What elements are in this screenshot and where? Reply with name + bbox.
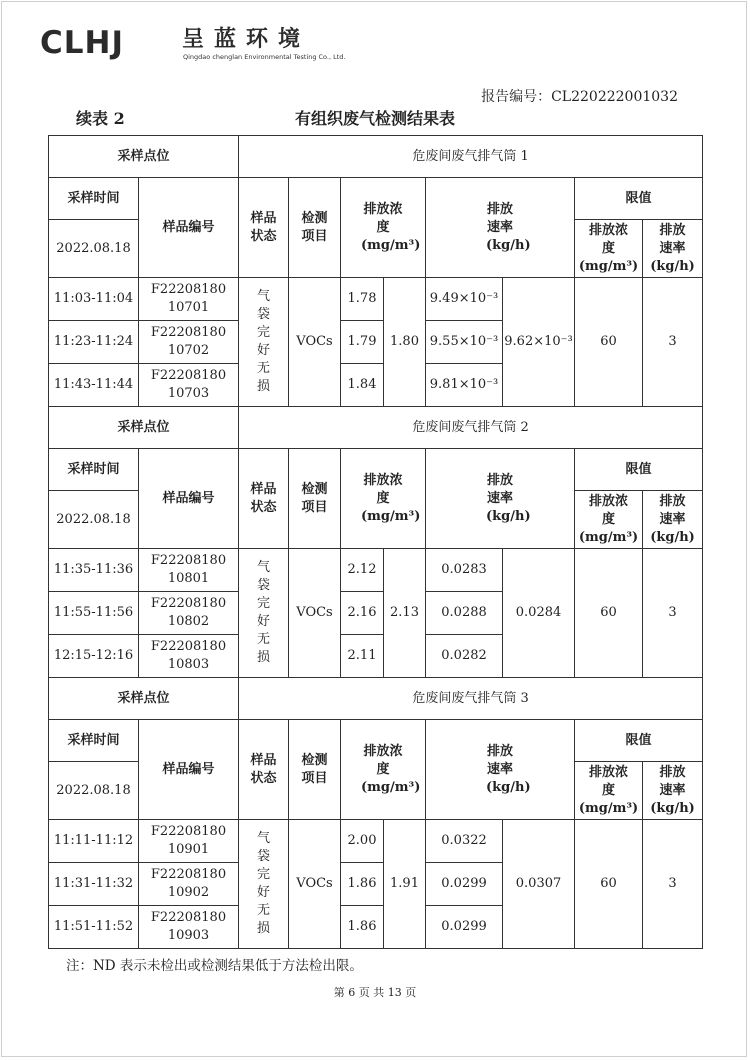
limit-conc-header (575, 762, 643, 820)
results-table (48, 135, 703, 949)
conc-header (341, 178, 426, 278)
limit-rate-header-line-2: (kg/h) (650, 800, 695, 816)
limit-rate-cell: 3 (643, 278, 703, 407)
header-row (49, 178, 703, 220)
conc-cell: 2.16 (341, 592, 384, 635)
results-table-body (49, 136, 703, 949)
limit-rate-header-line-2: (kg/h) (650, 529, 695, 545)
limit-conc-cell: 60 (575, 278, 643, 407)
avg-rate-cell: 0.0284 (503, 549, 575, 678)
time-cell: 11:51-11:52 (49, 906, 139, 949)
avg-rate-cell: 0.0307 (503, 820, 575, 949)
limit-conc-cell: 60 (575, 549, 643, 678)
time-cell: 11:31-11:32 (49, 863, 139, 906)
logo-english-name: Qingdao chenglan Environmental Testing Co., Ltd. (183, 53, 346, 61)
conc-cell: 1.78 (341, 278, 384, 321)
table-row (49, 278, 703, 321)
sample-no-cell: F2220818010801 (139, 549, 239, 592)
state-header: 样品状态 (239, 178, 289, 278)
state-cell: 气袋完好无损 (239, 549, 289, 678)
limit-conc-cell: 60 (575, 820, 643, 949)
rate-header (426, 449, 575, 549)
conc-header (341, 720, 426, 820)
time-cell: 11:35-11:36 (49, 549, 139, 592)
conc-header (341, 449, 426, 549)
conc-header-line-2: (mg/m³) (361, 237, 421, 253)
conc-header-line-1: 排放浓度 (363, 201, 403, 235)
item-cell: VOCs (289, 278, 341, 407)
limit-conc-header-line-2: (mg/m³) (578, 258, 639, 274)
table-row (49, 549, 703, 592)
rate-header (426, 720, 575, 820)
rate-header-line-2: (kg/h) (486, 237, 531, 253)
sample-no-cell: F2220818010701 (139, 278, 239, 321)
limit-rate-header (643, 762, 703, 820)
item-header: 检测项目 (289, 720, 341, 820)
rate-header-line-2: (kg/h) (486, 508, 531, 524)
point-row (49, 407, 703, 449)
rate-header-line-1: 排放速率 (487, 472, 514, 506)
header-row (49, 449, 703, 491)
sample-no-header: 样品编号 (139, 449, 239, 549)
limit-conc-header (575, 220, 643, 278)
report-number: 报告编号：CL220222001032 (481, 89, 678, 105)
limit-rate-cell: 3 (643, 549, 703, 678)
conc-cell: 1.84 (341, 364, 384, 407)
limit-rate-header-line-1: 排放速率 (659, 493, 686, 527)
item-header: 检测项目 (289, 449, 341, 549)
rate-header-line-1: 排放速率 (487, 201, 514, 235)
page-number: 第 6 页 共 13 页 (333, 986, 417, 999)
table-label: 续表 2 (76, 109, 125, 128)
rate-cell: 0.0322 (426, 820, 503, 863)
rate-cell: 0.0283 (426, 549, 503, 592)
limit-conc-header-line-1: 排放浓度 (589, 764, 629, 798)
point-label: 采样点位 (49, 678, 239, 720)
sample-no-header: 样品编号 (139, 178, 239, 278)
rate-cell: 0.0282 (426, 635, 503, 678)
limit-rate-header (643, 220, 703, 278)
point-row (49, 136, 703, 178)
limit-conc-header-line-2: (mg/m³) (578, 800, 639, 816)
sample-no-header: 样品编号 (139, 720, 239, 820)
avg-rate-cell: 9.62×10⁻³ (503, 278, 575, 407)
limit-conc-header-line-2: (mg/m³) (578, 529, 639, 545)
point-value: 危废间废气排气筒 1 (239, 136, 703, 178)
date-cell: 2022.08.18 (49, 220, 139, 278)
sample-no-cell: F2220818010803 (139, 635, 239, 678)
sample-no-cell: F2220818010901 (139, 820, 239, 863)
limit-rate-header-line-1: 排放速率 (659, 764, 686, 798)
sample-no-cell: F2220818010903 (139, 906, 239, 949)
table-title: 有组织废气检测结果表 (294, 109, 455, 128)
time-cell: 11:03-11:04 (49, 278, 139, 321)
item-cell: VOCs (289, 549, 341, 678)
time-cell: 11:11-11:12 (49, 820, 139, 863)
time-header: 采样时间 (49, 178, 139, 220)
limit-conc-header (575, 491, 643, 549)
item-cell: VOCs (289, 820, 341, 949)
rate-header-line-2: (kg/h) (486, 779, 531, 795)
table-row (49, 820, 703, 863)
state-header: 样品状态 (239, 449, 289, 549)
limit-header: 限值 (575, 720, 703, 762)
time-cell: 12:15-12:16 (49, 635, 139, 678)
conc-cell: 2.00 (341, 820, 384, 863)
rate-cell: 9.55×10⁻³ (426, 321, 503, 364)
avg-conc-cell: 2.13 (384, 549, 426, 678)
conc-cell: 1.86 (341, 863, 384, 906)
date-cell: 2022.08.18 (49, 762, 139, 820)
conc-header-line-1: 排放浓度 (363, 472, 403, 506)
point-label: 采样点位 (49, 136, 239, 178)
sample-no-cell: F2220818010703 (139, 364, 239, 407)
item-header: 检测项目 (289, 178, 341, 278)
state-cell: 气袋完好无损 (239, 278, 289, 407)
limit-rate-header-line-1: 排放速率 (659, 222, 686, 256)
header-row (49, 720, 703, 762)
rate-cell: 0.0299 (426, 863, 503, 906)
avg-conc-cell: 1.91 (384, 820, 426, 949)
conc-header-line-2: (mg/m³) (361, 508, 421, 524)
state-cell: 气袋完好无损 (239, 820, 289, 949)
limit-rate-header-line-2: (kg/h) (650, 258, 695, 274)
point-value: 危废间废气排气筒 3 (239, 678, 703, 720)
sample-no-cell: F2220818010902 (139, 863, 239, 906)
sample-no-cell: F2220818010702 (139, 321, 239, 364)
rate-cell: 0.0299 (426, 906, 503, 949)
rate-cell: 0.0288 (426, 592, 503, 635)
conc-cell: 2.11 (341, 635, 384, 678)
time-cell: 11:43-11:44 (49, 364, 139, 407)
time-cell: 11:55-11:56 (49, 592, 139, 635)
conc-cell: 2.12 (341, 549, 384, 592)
footnote: 注：ND 表示未检出或检测结果低于方法检出限。 (66, 958, 363, 974)
rate-cell: 9.49×10⁻³ (426, 278, 503, 321)
limit-conc-header-line-1: 排放浓度 (589, 222, 629, 256)
conc-header-line-1: 排放浓度 (363, 743, 403, 777)
conc-header-line-2: (mg/m³) (361, 779, 421, 795)
logo-mark: CLHJ (40, 25, 124, 61)
avg-conc-cell: 1.80 (384, 278, 426, 407)
conc-cell: 1.86 (341, 906, 384, 949)
rate-cell: 9.81×10⁻³ (426, 364, 503, 407)
time-header: 采样时间 (49, 720, 139, 762)
sample-no-cell: F2220818010802 (139, 592, 239, 635)
rate-header-line-1: 排放速率 (487, 743, 514, 777)
conc-cell: 1.79 (341, 321, 384, 364)
time-header: 采样时间 (49, 449, 139, 491)
rate-header (426, 178, 575, 278)
limit-header: 限值 (575, 449, 703, 491)
time-cell: 11:23-11:24 (49, 321, 139, 364)
state-header: 样品状态 (239, 720, 289, 820)
limit-header: 限值 (575, 178, 703, 220)
point-value: 危废间废气排气筒 2 (239, 407, 703, 449)
limit-rate-cell: 3 (643, 820, 703, 949)
point-row (49, 678, 703, 720)
point-label: 采样点位 (49, 407, 239, 449)
limit-conc-header-line-1: 排放浓度 (589, 493, 629, 527)
limit-rate-header (643, 491, 703, 549)
date-cell: 2022.08.18 (49, 491, 139, 549)
logo-chinese-name: 呈蓝环境 (182, 27, 311, 52)
